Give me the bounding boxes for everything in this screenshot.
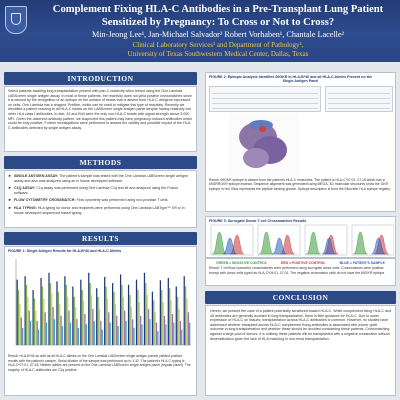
chart-bar (88, 273, 89, 345)
chart-bar (113, 292, 114, 345)
sequence-alignment-table (209, 86, 321, 112)
chart-bar (125, 321, 126, 345)
chart-bar (26, 285, 27, 345)
chart-bar (56, 282, 57, 346)
figure1-caption: Result: HLA-B*46 as well as all HLA-C alleles on the One Lambda LABScreen single antigen panels yielded positive results with the patient's sample. Serial dilution of the sample was performed up to 1:32. The patient's HLA-C typing is HLA-C*07:01, 07:18. Neither alleles are present on the One Lambda LABScreen single antigen panel (regular panel). The majority of HLA-C antibodies are C1q positive. (8, 354, 191, 372)
chart-bar (104, 277, 105, 345)
epitope-table (325, 86, 393, 112)
chart-bar (173, 323, 174, 345)
chart-bar (117, 326, 118, 345)
chart-bar (172, 314, 173, 345)
chart-bar (83, 301, 84, 346)
chart-bar (97, 297, 98, 345)
chart-bar (91, 296, 92, 346)
chart-bar (70, 323, 71, 345)
chart-bar (156, 323, 157, 345)
figure1-panel (4, 246, 197, 396)
chart-bar (64, 277, 65, 346)
chart-bar (177, 297, 178, 345)
figure2-caption: Result: 69GKR epitope is absent from the patient's HLA-C molecules. The patient is HLA-C*07:01, 07:18 which has a 69GRRGKR epitope instead. Sequence alignment was generated using MEGA. 3D molecular structures show the GKR epitope in red. Blue represents the peptide binding groove. Epitope description is from the Eliscrider HLA epitope registry. (209, 177, 391, 191)
affiliation-line-1: Clinical Laboratory Services¹ and Department of Pathology², (132, 41, 304, 49)
conclusion-body: Herein, we present the case of a patient potentially sensitized toward HLA-C. While complement fixing HLA-C and 45 antibodies are generally avoided in lung transplantation, there is little guidance for HLA-C. Due to lower expression of HLA-C on tissues, transplantation across HLA-C antibodies is common. However, no studies have addressed whether transplant across HLA-C complement fixing antibodies is associated with poorer graft outcome in lung transplantation and whether these should be avoided considering these patients. Crossmatching against a large pool of donors, it is unlikely these patients will be transplanted with a negative crossmatch without desensitization given the lack of HLA matching in non-renal transplantation. (210, 309, 391, 341)
results-heading: RESULTS (4, 232, 197, 245)
chart-bar (147, 296, 148, 346)
author-list: Min-Jeong Lee¹, Jan-Michael Salvador² Robert Vorhaben¹, Chantale Lacelle² (91, 30, 345, 39)
figure2-panel (205, 72, 396, 212)
chart-bar (121, 285, 122, 345)
chart-bar (100, 321, 101, 345)
chart-bar (25, 277, 26, 346)
chart-bar (144, 273, 145, 345)
figure2-title-line-1: FIGURE 2: Epitopic Analysis Identifies 69GKR in HLA-B*46 and all HLA-C Alleles Present on the (209, 75, 373, 79)
figure1-bar-chart (8, 255, 193, 351)
legend-negative-control: GREEN = NEGATIVE CONTROL (216, 261, 267, 265)
chart-bar (37, 321, 38, 345)
figure3-caption: Result: T cell flow cytometry crossmatches were performed using surrogate donor cells. Crossmatches were positive except with donor cells typed as HLA-C*04:01, 07:01. The negative crossmatch cells do not have the 69GKR epitope. (209, 266, 386, 275)
chart-bar (133, 328, 134, 345)
chart-bar (137, 290, 138, 345)
figure3-title: FIGURE 3: Surrogate Donor T cell Crossmatches Results (209, 219, 307, 223)
introduction-heading: INTRODUCTION (4, 72, 197, 85)
chart-bar (131, 308, 132, 346)
chart-bar (123, 297, 124, 345)
chart-bar (128, 285, 129, 345)
chart-bar (67, 297, 68, 345)
legend-patient-sample: BLUE = PATIENT'S SAMPLE (339, 261, 385, 265)
poster-header (0, 0, 400, 62)
methods-panel (4, 170, 197, 228)
chart-bar (145, 283, 146, 345)
chart-bar (66, 285, 67, 345)
chart-bar (27, 297, 28, 345)
chart-bar (72, 287, 73, 345)
legend-positive-control: RED = POSITIVE CONTROL (281, 261, 326, 265)
chart-bar (169, 289, 170, 346)
chart-bar (17, 280, 18, 345)
chart-bar (105, 287, 106, 345)
figure3-caption-panel (205, 258, 396, 286)
chart-bar (21, 318, 22, 346)
chart-bar (50, 283, 51, 345)
affiliation (44, 41, 392, 59)
chart-bar (99, 309, 100, 345)
chart-bar (110, 323, 111, 345)
chart-bar (185, 287, 186, 345)
chart-bar (29, 311, 30, 345)
chart-bar (59, 304, 60, 345)
chart-bar (162, 302, 163, 345)
chart-bar (116, 316, 117, 345)
chart-bar (132, 320, 133, 346)
chart-bar (161, 290, 162, 345)
chart-bar (139, 302, 140, 345)
figure1-title: FIGURE 1: Single Antigen Results for HLA-B*46 and HLA-C Alleles (8, 249, 122, 253)
chart-bar (32, 290, 33, 345)
chart-bar (68, 311, 69, 345)
methods-heading: METHODS (4, 156, 197, 169)
chart-bar (78, 328, 79, 345)
chart-bar (136, 280, 137, 345)
chart-bar (124, 311, 125, 345)
chart-bar (96, 289, 97, 346)
chart-bar (157, 332, 158, 346)
chart-bar (51, 294, 52, 346)
chart-bar (180, 321, 181, 345)
method-item: ► C1Q ASSAY: C1q assay was performed using One Lambda C1q test kit and analyzed using the Fusion software. (8, 185, 179, 195)
chart-bar (80, 280, 81, 345)
affiliation-line-2: University of Texas Southwestern Medical Center, Dallas, Texas (127, 50, 309, 58)
chart-bar (108, 313, 109, 346)
method-item: ► SINGLE ANTIGEN ASSAY: The patient's sample was tested with the One Lambda LABScreen single antigen assay and also was analyzed using an in house developed software. (8, 173, 188, 183)
chart-bar (40, 278, 41, 345)
chart-bar (120, 275, 121, 346)
chart-bar (38, 330, 39, 345)
chart-bar (19, 304, 20, 345)
chart-bar (170, 301, 171, 346)
chart-bar (102, 330, 103, 345)
figure2-content (209, 86, 392, 176)
chart-bar (148, 309, 149, 345)
chart-bar (164, 316, 165, 345)
method-item: ► FLOW CYTOMETRY CROSSMATCH: Flow cytometry was performed using non-pronase T cells. (8, 197, 169, 203)
introduction-panel (4, 86, 197, 152)
chart-bar (76, 320, 77, 346)
chart-bar (165, 325, 166, 346)
chart-bar (140, 316, 141, 345)
chart-bar (84, 314, 85, 345)
chart-bar (188, 313, 189, 346)
chart-bar (141, 325, 142, 346)
chart-bar (74, 297, 75, 345)
figure2-title-line-2: Single Antigen Panel (282, 79, 319, 84)
chart-bar (34, 299, 35, 345)
chart-bar (18, 290, 19, 345)
chart-bar (152, 292, 153, 345)
chart-bar (82, 290, 83, 345)
protein-structure-image (229, 114, 299, 176)
chart-bar (92, 309, 93, 345)
chart-bar (54, 320, 55, 346)
chart-bar (90, 283, 91, 345)
chart-bar (186, 299, 187, 345)
chart-bar (75, 308, 76, 346)
chart-bar (107, 299, 108, 345)
institution-logo (5, 6, 27, 34)
chart-bar (155, 313, 156, 346)
poster-title: Complement Fixing HLA-C Antibodies in a Pre-Transplant Lung Patient Sensitized by Pregnancy: To Cross or Not to Cross? (52, 4, 384, 28)
chart-bar (160, 281, 161, 346)
chart-bar (48, 273, 49, 345)
chart-bar (62, 326, 63, 345)
chart-bar (43, 299, 44, 345)
chart-bar (184, 277, 185, 346)
chart-bar (86, 325, 87, 346)
conclusion-heading: CONCLUSION (205, 291, 396, 304)
chart-bar (52, 308, 53, 346)
chart-bar (181, 330, 182, 345)
chart-bar (168, 278, 169, 345)
figure3-legend (209, 261, 392, 265)
chart-bar (30, 321, 31, 345)
chart-bar (22, 328, 23, 345)
chart-bar (149, 320, 150, 346)
figure3-panel (205, 216, 396, 258)
chart-bar (35, 311, 36, 345)
shield-icon (11, 13, 21, 25)
chart-bar (42, 287, 43, 345)
chart-bar (129, 296, 130, 346)
chart-bar (46, 323, 47, 345)
chart-bar (45, 313, 46, 346)
chart-bar (112, 283, 113, 345)
introduction-body: Select patients awaiting lung transplantation present with pan-C reactivity when tested using the One Lambda LABScreen single antigen assay. In most of these patients, the reactivity does not yield positive crossmatches since it is caused by the recognition of an epitope on the surface of beads that is absent from HLA-C antigens expressed on cells. One Lambda has a reagent, Prefilter, which can be used to mitigate this type of reactivity. Recently we identified a patient reacting to all HLA-C beads on the LABScreen single antigen panel despite having relatively low other HLA class I antibodies. In fact, 43 and B44 were the only non-HLA-C beads with signal strength above 5,000 MFI. Given the observed antibody pattern, we suspected this patient may have pregnancy-induced antibodies which could be truly positive. Further investigations were performed to assess the validity and possible impact of the HLA-C antibodies detected by single antigen assay. (8, 89, 193, 130)
chart-bar (153, 301, 154, 346)
conclusion-panel (205, 305, 396, 396)
chart-bar (189, 323, 190, 345)
chart-bar (60, 316, 61, 345)
chart-bar (178, 309, 179, 345)
chart-bar (115, 304, 116, 345)
method-item: ► HLA TYPING: HLA typing for donor and recipients were performed using One Lambda LABType™ XR or in house developed sequenced based typing. (8, 204, 185, 215)
crossmatch-histograms (209, 223, 394, 257)
chart-bar (58, 292, 59, 345)
chart-bar (94, 321, 95, 345)
chart-bar (176, 287, 177, 345)
